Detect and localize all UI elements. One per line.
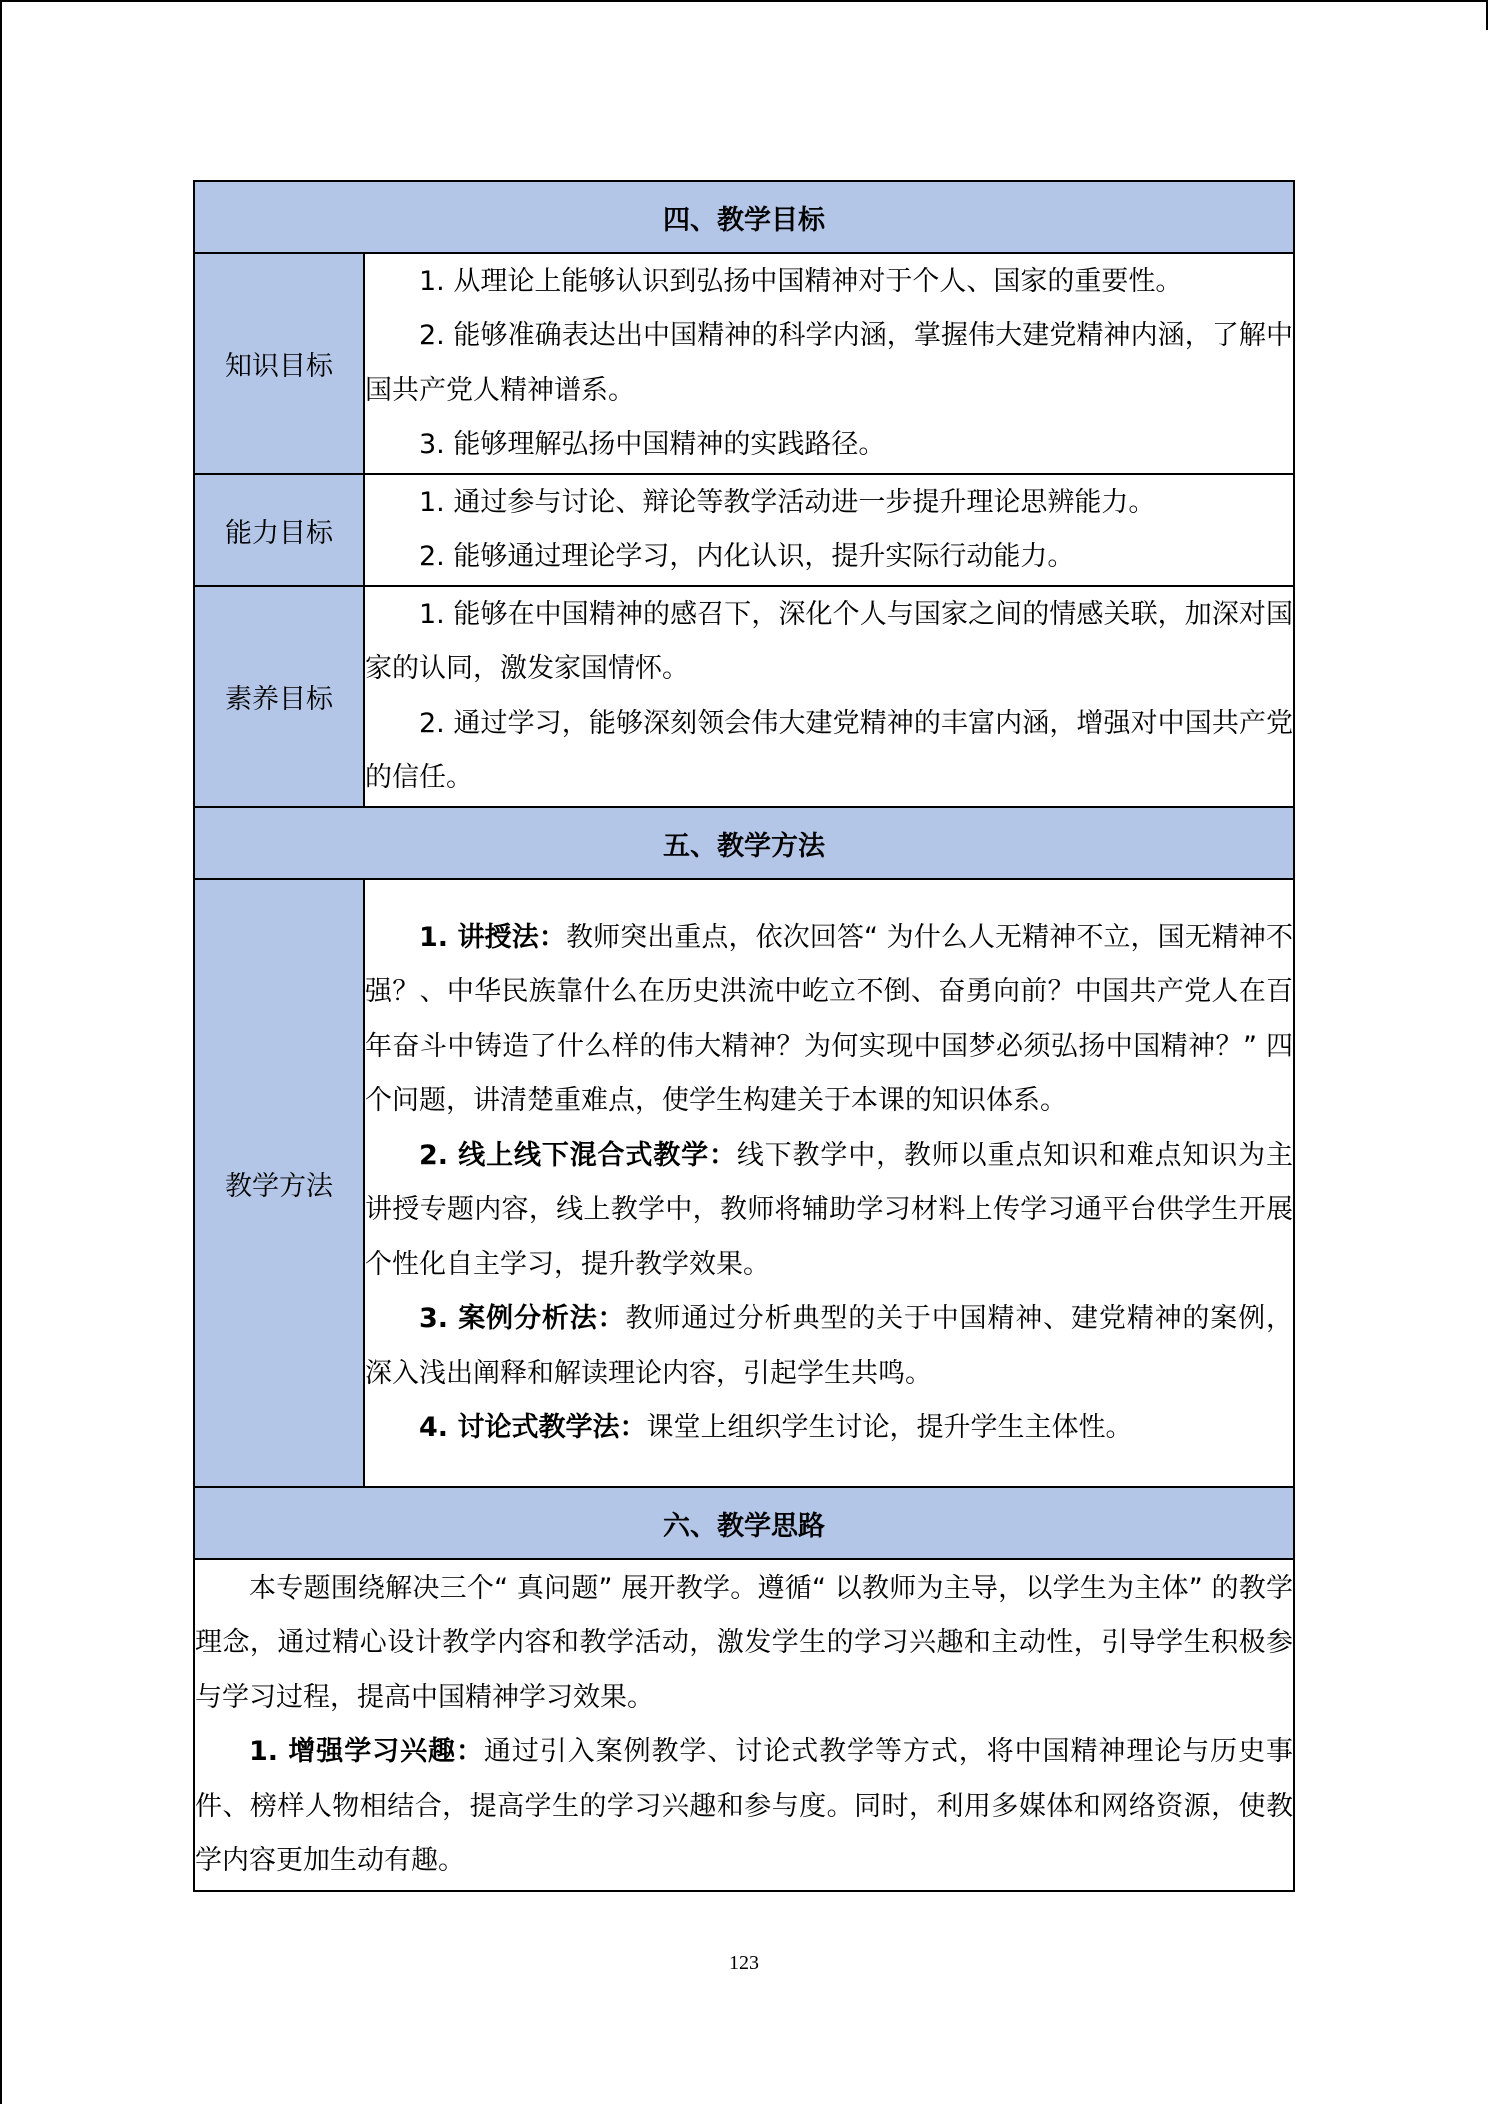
- knowledge-content: [364, 253, 1294, 474]
- literacy-content: [364, 586, 1294, 807]
- page-border-left: [0, 0, 2, 2104]
- method-item-2: [365, 1129, 1293, 1293]
- knowledge-label: 知识目标: [194, 253, 364, 474]
- goals-title: 四、教学目标: [194, 181, 1294, 253]
- method-2-text: 线下教学中，教师以重点知识和难点知识为主讲授专题内容，线上教学中，教师将辅助学习材料上传学习通平台供学生开展个性化自主学习，提升教学效果。: [365, 1139, 1293, 1280]
- literacy-row: [194, 586, 1294, 807]
- methods-label: 教学方法: [194, 879, 364, 1487]
- thinking-row: [194, 1559, 1294, 1891]
- lesson-plan-table: [193, 180, 1295, 1892]
- method-4-lead: 4. 讨论式教学法：: [419, 1412, 647, 1443]
- literacy-item-1: 1. 能够在中国精神的感召下，深化个人与国家之间的情感关联，加深对国家的认同，激发家国情怀。: [365, 598, 1293, 684]
- method-item-3: [365, 1292, 1293, 1401]
- knowledge-item-3: 3. 能够理解弘扬中国精神的实践路径。: [419, 429, 886, 460]
- ability-row: [194, 474, 1294, 586]
- ability-item-1: 1. 通过参与讨论、辩论等教学活动进一步提升理论思辨能力。: [419, 486, 1156, 518]
- knowledge-item-1: 1. 从理论上能够认识到弘扬中国精神对于个人、国家的重要性。: [419, 265, 1183, 297]
- page-number: 123: [729, 1952, 759, 1974]
- method-1-text: 教师突出重点，依次回答“ 为什么人无精神不立，国无精神不强？、中华民族靠什么在历史洪流中屹立不倒、奋勇向前？中国共产党人在百年奋斗中铸造了什么样的伟大精神？为何实现中国梦必须弘扬中国精神？” 四个问题，讲清楚重难点，使学生构建关于本课的知识体系。: [365, 921, 1293, 1116]
- goals-header-row: [194, 181, 1294, 253]
- methods-header-row: [194, 807, 1294, 879]
- ability-content: [364, 474, 1294, 586]
- thinking-title: 六、教学思路: [194, 1487, 1294, 1559]
- literacy-label: 素养目标: [194, 586, 364, 807]
- page-border-top: [0, 0, 1488, 2]
- thinking-item-1: [195, 1725, 1293, 1889]
- methods-title: 五、教学方法: [194, 807, 1294, 879]
- thinking-content: [194, 1559, 1294, 1891]
- method-3-lead: 3. 案例分析法：: [419, 1303, 626, 1334]
- knowledge-item-2: 2. 能够准确表达出中国精神的科学内涵，掌握伟大建党精神内涵，了解中国共产党人精神谱系。: [365, 320, 1293, 406]
- ability-label: 能力目标: [194, 474, 364, 586]
- thinking-intro: 本专题围绕解决三个“ 真问题” 展开教学。遵循“ 以教师为主导，以学生为主体” 的教学理念，通过精心设计教学内容和教学活动，激发学生的学习兴趣和主动性，引导学生积极参与学习过程，提高中国精神学习效果。: [195, 1572, 1293, 1713]
- thinking-item-1-text: 通过引入案例教学、讨论式教学等方式，将中国精神理论与历史事件、榜样人物相结合，提高学生的学习兴趣和参与度。同时，利用多媒体和网络资源，使教学内容更加生动有趣。: [195, 1736, 1293, 1876]
- method-4-text: 课堂上组织学生讨论，提升学生主体性。: [646, 1412, 1133, 1443]
- methods-content: [364, 879, 1294, 1487]
- method-1-lead: 1. 讲授法：: [419, 921, 566, 953]
- method-item-1: [365, 911, 1293, 1129]
- ability-item-2: 2. 能够通过理论学习，内化认识，提升实际行动能力。: [419, 541, 1075, 572]
- method-2-lead: 2. 线上线下混合式教学：: [419, 1139, 737, 1171]
- knowledge-row: [194, 253, 1294, 474]
- thinking-header-row: [194, 1487, 1294, 1559]
- method-3-text: 教师通过分析典型的关于中国精神、建党精神的案例，深入浅出阐释和解读理论内容，引起学生共鸣。: [365, 1303, 1293, 1389]
- method-item-4: [365, 1401, 1293, 1456]
- thinking-item-1-lead: 1. 增强学习兴趣：: [249, 1736, 484, 1767]
- methods-row: [194, 879, 1294, 1487]
- literacy-item-2: 2. 通过学习，能够深刻领会伟大建党精神的丰富内涵，增强对中国共产党的信任。: [365, 707, 1293, 793]
